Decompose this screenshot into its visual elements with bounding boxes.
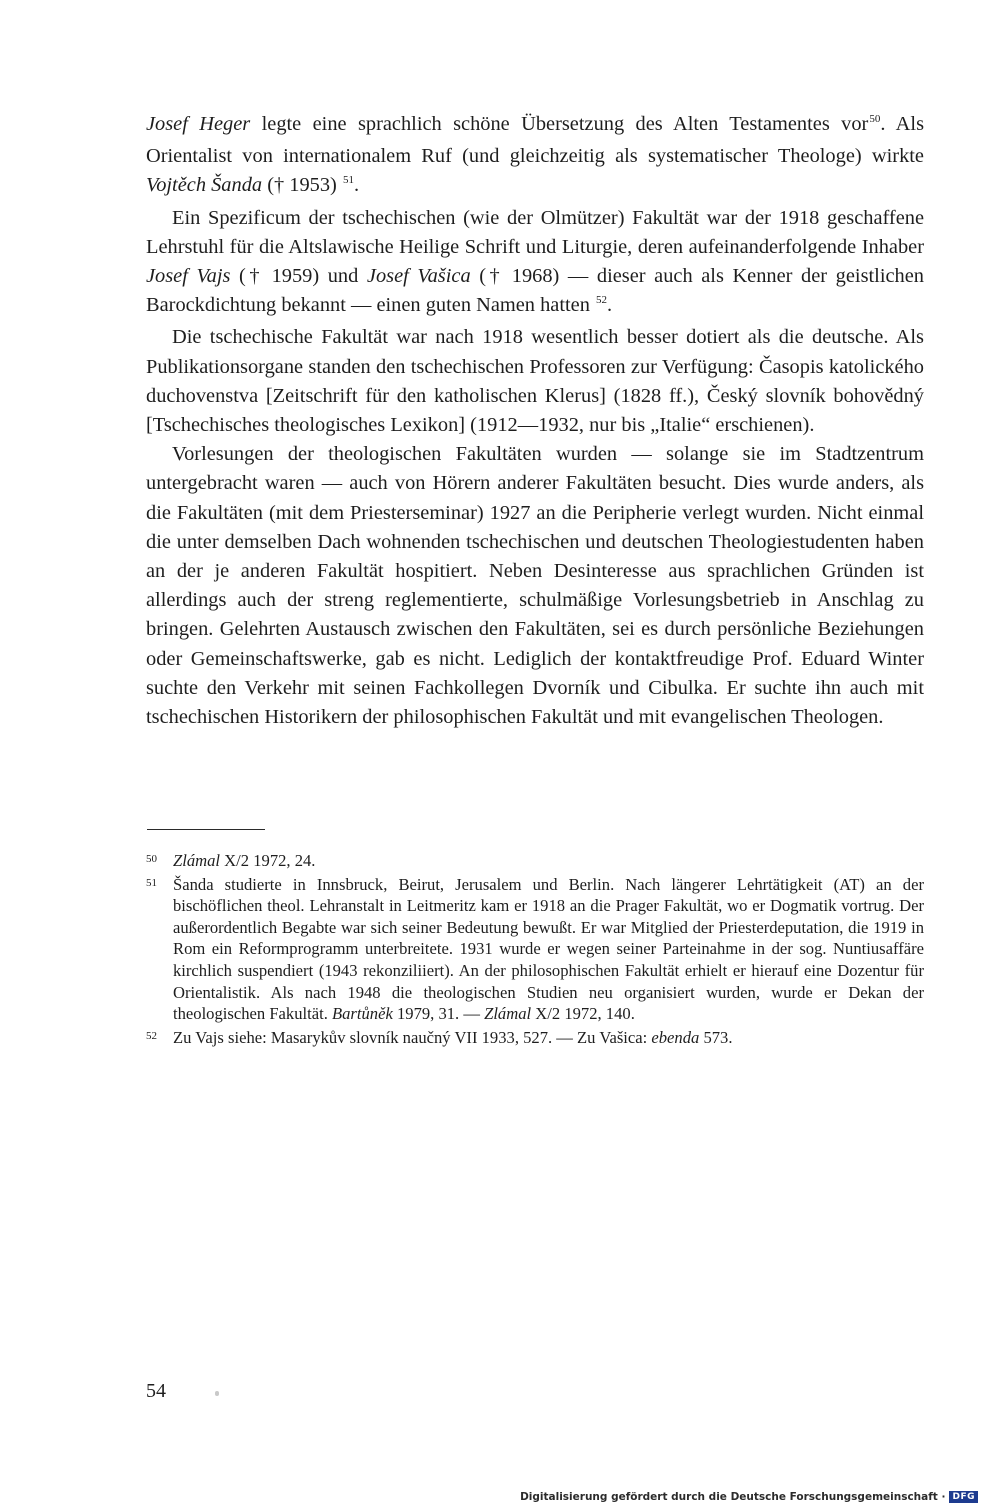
footnotes [146, 850, 924, 1050]
footnote-reference: 52 [596, 294, 608, 307]
footnote [146, 1027, 924, 1049]
text-run: Vorlesungen der theologischen Fakultäten wurden — solange sie im Stadtzentrum untergebracht waren — auch von Hörern anderer Fakultäten besucht. Dies wurde anders, als die Fakultäten (mit dem Priesterseminar) 1927 an die Peripherie verlegt wurden. Nicht einmal die unter demselben Dach wohnenden tschechischen und deutschen Theologiestudenten haben an der je anderen Fakultät hospitiert. Neben Desinteresse aus sprachlichen Gründen ist allerdings auch der streng reglementierte, schulmäßige Vorlesungsbetrieb in Anschlag zu bringen. Gelehrten Austausch zwischen den Fakultäten, sei es durch persönliche Beziehungen oder Gemeinschaftswerke, gab es nicht. Lediglich der kontaktfreudige Prof. Eduard Winter suchte den Verkehr mit seinen Fachkollegen Dvorník und Cibulka. Er suchte ihn auch mit tschechischen Historikern der philosophischen Fakultät und mit evangelischen Theologen. [146, 443, 924, 729]
text-run: Šanda studierte in Innsbruck, Beirut, Jerusalem und Berlin. Nach längerer Lehrtätigkeit (AT) an der bischöflichen theol. Lehranstalt in Leitmeritz kam er 1918 an die Prager Fakultät, wo er Dogmatik vortrug. Der außerordentlich Begabte war sich seiner Bedeutung bewußt. Er war Mitglied der Priesterdeputation, die 1919 in Rom ein Reformprogramm unterbreitete. 1931 wurde er wegen seiner Parteinahme in der sog. Nuntiusaffäre kirchlich suspendiert (1943 rekonziliiert). An der philosophischen Fakultät erhielt er hierauf eine Dozentur für Orientalistik. Als nach 1948 die theologischen Studien neu organisiert wurden, wurde er Dekan der theologischen Fakultät. [173, 874, 924, 1024]
paragraph [146, 440, 924, 732]
text-run: . Als Orientalist von internationalem Ruf (und gleichzeitig als systematischer Theologe) wirkte [146, 113, 925, 168]
paragraph [146, 323, 924, 440]
footnote-number: 50 [146, 853, 157, 865]
footnote [146, 850, 924, 872]
italic-name: Josef Vajs [146, 265, 231, 288]
footnote-reference: 50 [869, 113, 881, 125]
dfg-logo-icon: DFG [949, 1491, 978, 1503]
page-number: 54 [146, 1380, 166, 1402]
footnote-number: 51 [146, 876, 157, 889]
text-run: († 1959) und [230, 265, 367, 288]
text-run: X/2 1972, 24. [220, 851, 316, 870]
text-run: Ein Spezificum der tschechischen (wie der Olmützer) Fakultät war der 1918 geschaffene Lehrstuhl für die Altslawische Heilige Schrift und Liturgie, deren aufeinanderfolgende Inhaber [146, 206, 924, 258]
text-run: . [607, 294, 613, 317]
text-run: . [353, 174, 360, 197]
main-text [146, 110, 924, 732]
italic-name: Zlámal [484, 1004, 532, 1024]
text-run: 1979, 31. — [392, 1004, 485, 1024]
italic-name: Josef Vašica [366, 265, 471, 288]
italic-name: ebenda [651, 1027, 700, 1047]
paragraph [146, 110, 924, 204]
digitization-credit [520, 1491, 978, 1503]
text-run: († 1953) [262, 174, 342, 197]
paragraph [146, 204, 924, 324]
text-run: 573. [699, 1027, 733, 1047]
footnote-reference: 51 [342, 174, 354, 187]
text-run: X/2 1972, 140. [531, 1004, 635, 1024]
footnote [146, 874, 924, 1025]
italic-name: Josef Heger [146, 113, 251, 135]
text-run: Die tschechische Fakultät war nach 1918 wesentlich besser dotiert als die deutsche. Als Publikationsorgane standen den tschechischen Professoren zur Verfügung: Časopis katolického duchovenstva [Zeitschrift für den katholischen Klerus] (1828 ff.), Český slovník bohovědný [Tschechisches theologisches Lexikon] (1912—1932, nur bis „Italie“ erschienen). [146, 326, 924, 437]
text-run: legte eine sprachlich schöne Übersetzung des Alten Testamentes vor [250, 113, 869, 135]
credit-text: Digitalisierung gefördert durch die Deutsche Forschungsgemeinschaft · [520, 1491, 946, 1503]
text-run: († 1968) — dieser auch als Kenner der geistlichen Barockdichtung bekannt — einen guten Namen hatten [146, 265, 924, 317]
footnote-number: 52 [146, 1029, 157, 1042]
scan-speck [215, 1391, 219, 1396]
italic-name: Bartůněk [332, 1004, 393, 1024]
footnote-separator [147, 829, 265, 830]
italic-name: Vojtěch Šanda [146, 174, 263, 197]
text-run: Zu Vajs siehe: Masarykův slovník naučný VII 1933, 527. — Zu Vašica: [173, 1027, 652, 1047]
italic-name: Zlámal [173, 851, 221, 870]
